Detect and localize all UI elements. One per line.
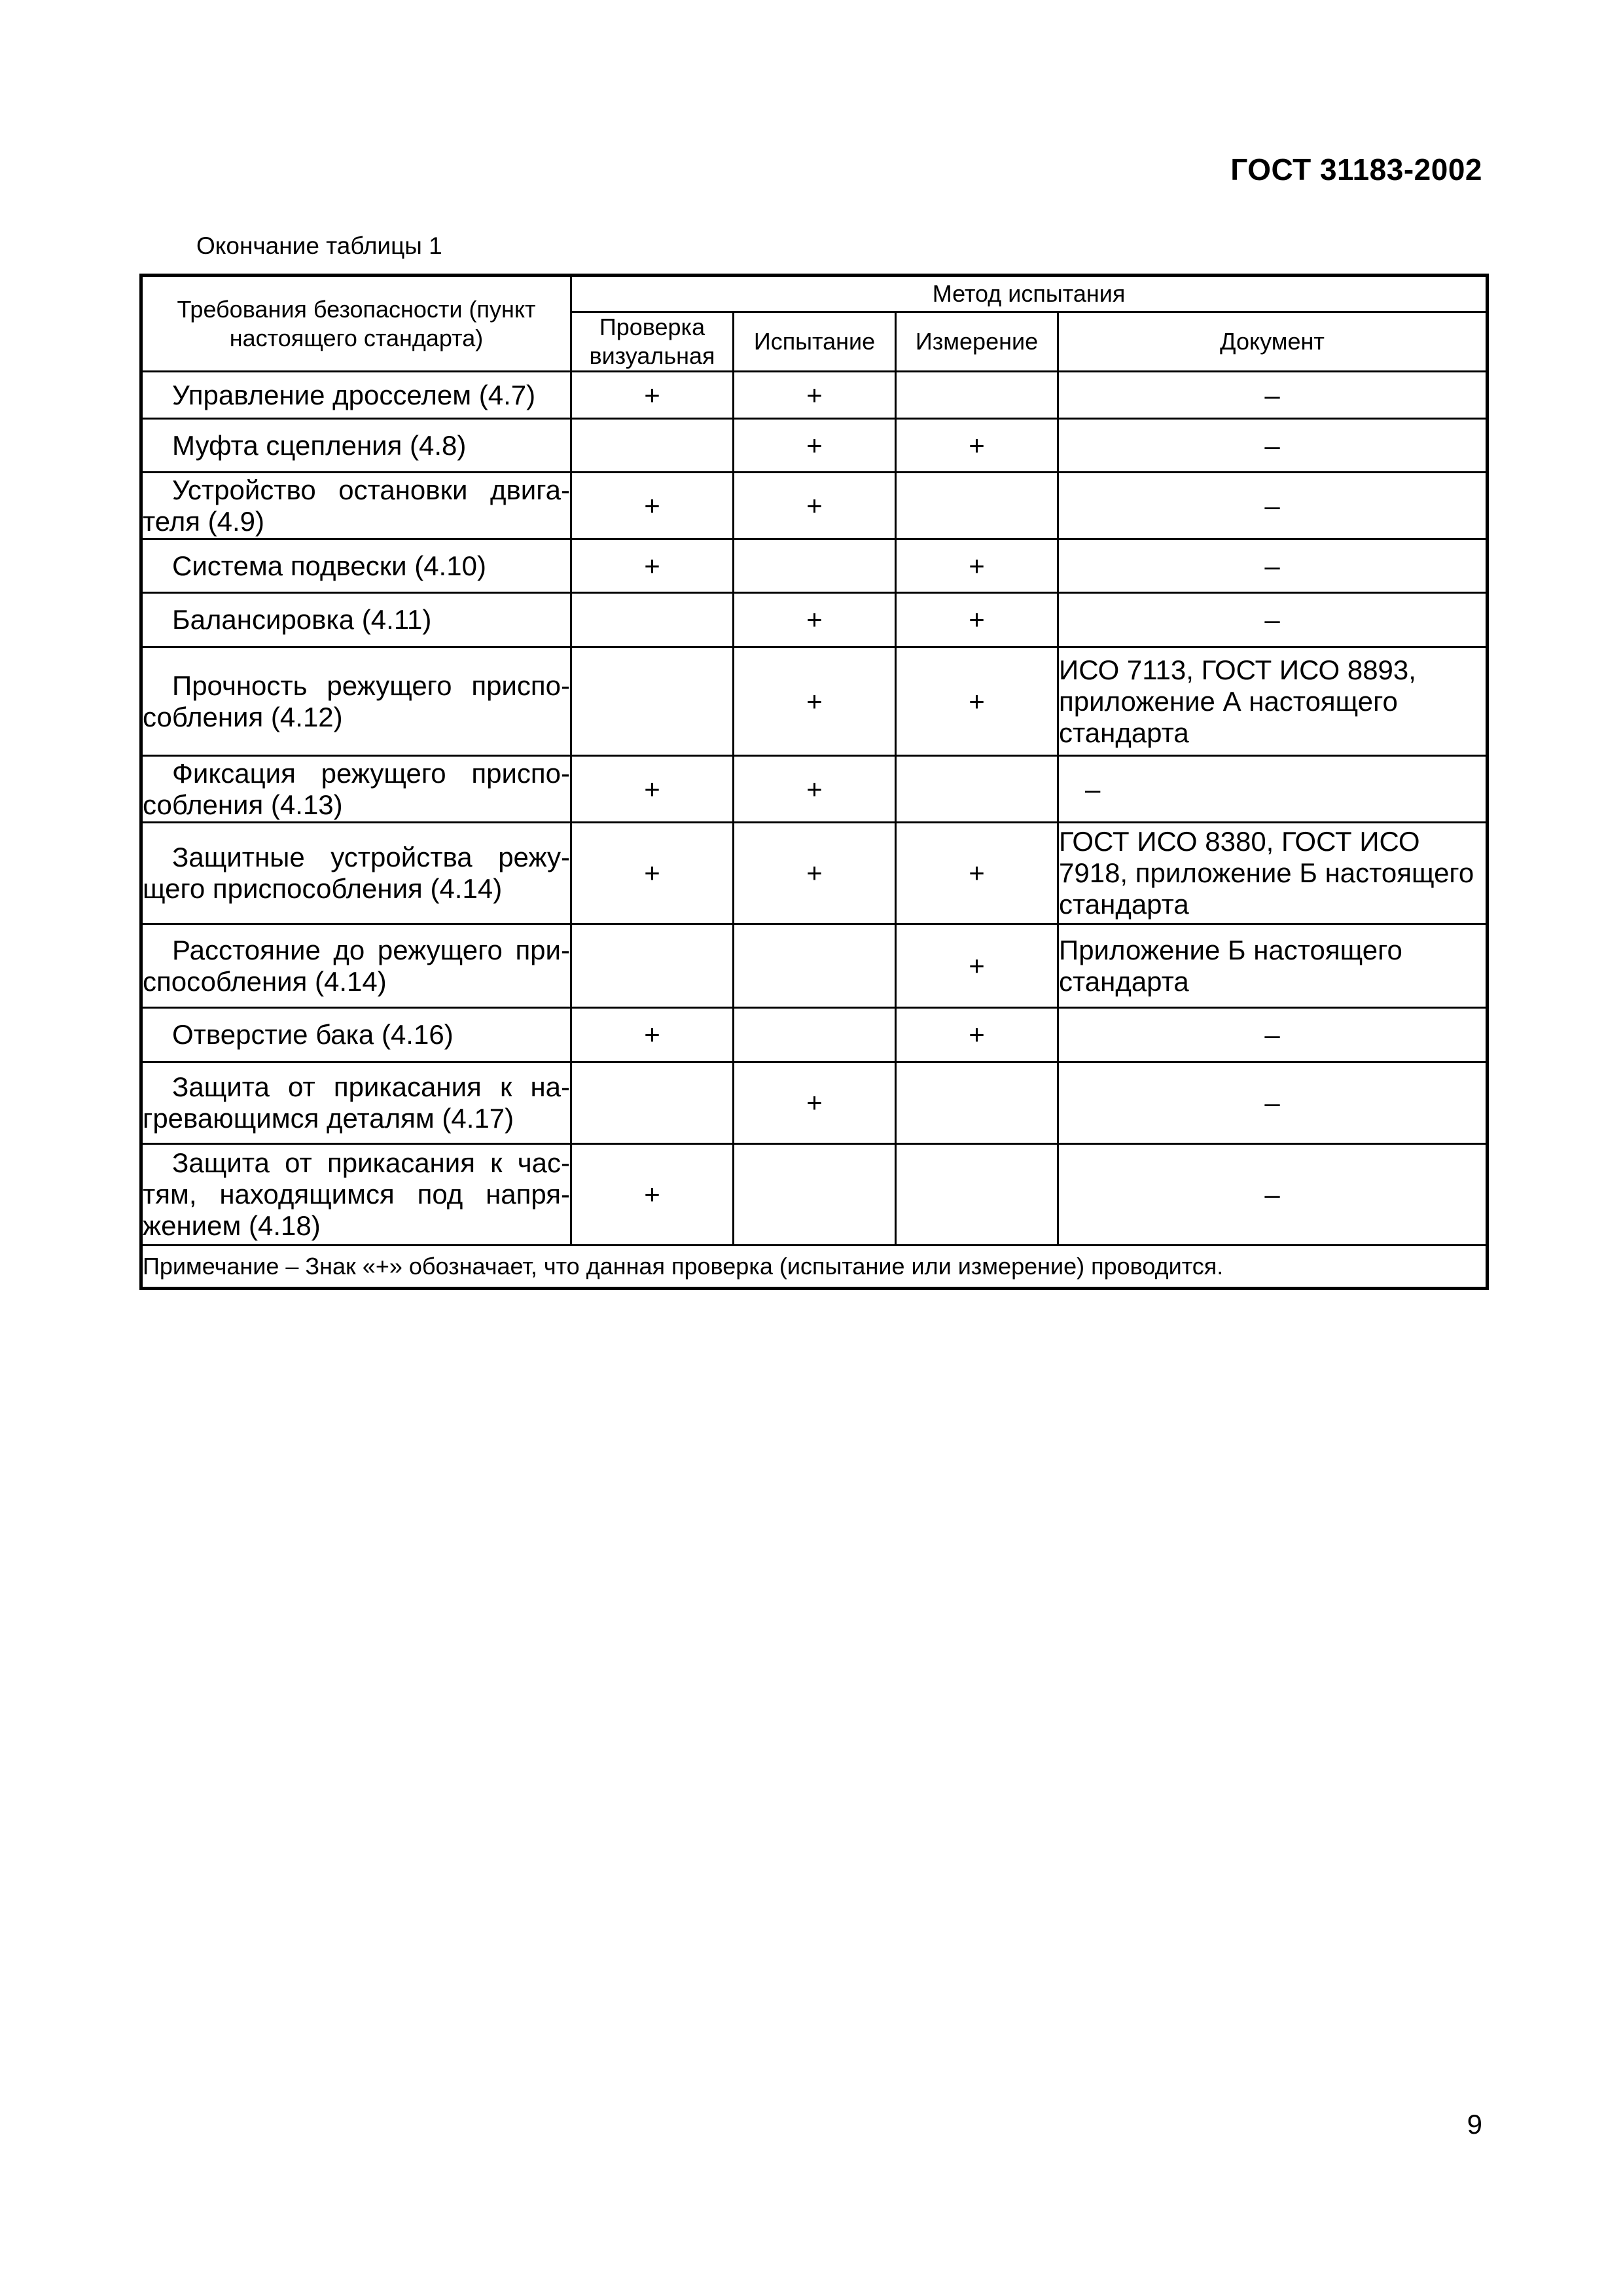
table-row (141, 372, 1488, 419)
test-cell (734, 1144, 896, 1246)
requirement-cell: Управление дросселем (4.7) (141, 372, 571, 419)
requirement-cell: Расстояние до режущего при-способления (4.14) (141, 924, 571, 1008)
visual-check-cell (571, 647, 734, 756)
table-note-row (141, 1246, 1488, 1289)
visual-check-cell: + (571, 756, 734, 823)
document-cell: – (1058, 1062, 1488, 1144)
table-body (141, 372, 1488, 1289)
document-cell: Приложение Б настоящего стандарта (1058, 924, 1488, 1008)
document-cell: – (1058, 539, 1488, 593)
visual-check-cell: + (571, 539, 734, 593)
requirement-cell: Балансировка (4.11) (141, 593, 571, 647)
requirement-cell: Фиксация режущего приспо-собления (4.13) (141, 756, 571, 823)
table-row (141, 1008, 1488, 1062)
document-code: ГОСТ 31183-2002 (1230, 152, 1482, 187)
measurement-cell (896, 756, 1058, 823)
measurement-cell: + (896, 419, 1058, 473)
header-visual-check: Проверка визуальная (571, 312, 734, 372)
visual-check-cell (571, 593, 734, 647)
visual-check-cell: + (571, 473, 734, 539)
table-note: Примечание – Знак «+» обозначает, что данная проверка (испытание или измерение) проводится. (141, 1246, 1488, 1289)
requirement-cell: Отверстие бака (4.16) (141, 1008, 571, 1062)
table-row (141, 473, 1488, 539)
test-cell: + (734, 647, 896, 756)
table-row (141, 593, 1488, 647)
measurement-cell: + (896, 823, 1058, 924)
visual-check-cell: + (571, 1144, 734, 1246)
requirements-table (139, 274, 1489, 1290)
header-measurement: Измерение (896, 312, 1058, 372)
table-row (141, 823, 1488, 924)
table-row (141, 756, 1488, 823)
document-cell: – (1058, 419, 1488, 473)
table-row (141, 924, 1488, 1008)
header-requirements: Требования безопасности (пункт настоящего стандарта) (141, 276, 571, 372)
test-cell: + (734, 419, 896, 473)
requirement-cell: Защита от прикасания к на-гревающимся деталям (4.17) (141, 1062, 571, 1144)
visual-check-cell: + (571, 372, 734, 419)
document-cell: – (1058, 473, 1488, 539)
document-cell: ГОСТ ИСО 8380, ГОСТ ИСО 7918, приложение Б настоящего стандарта (1058, 823, 1488, 924)
visual-check-cell (571, 1062, 734, 1144)
test-cell: + (734, 756, 896, 823)
measurement-cell (896, 473, 1058, 539)
table-row (141, 539, 1488, 593)
header-document: Документ (1058, 312, 1488, 372)
measurement-cell: + (896, 1008, 1058, 1062)
test-cell (734, 539, 896, 593)
document-cell: – (1058, 1008, 1488, 1062)
measurement-cell (896, 1144, 1058, 1246)
requirement-cell: Система подвески (4.10) (141, 539, 571, 593)
document-cell: – (1058, 1144, 1488, 1246)
test-cell: + (734, 1062, 896, 1144)
visual-check-cell: + (571, 1008, 734, 1062)
header-method-group: Метод испытания (571, 276, 1488, 312)
measurement-cell: + (896, 539, 1058, 593)
measurement-cell: + (896, 647, 1058, 756)
requirement-cell: Защитные устройства режу-щего приспособления (4.14) (141, 823, 571, 924)
test-cell: + (734, 823, 896, 924)
test-cell: + (734, 473, 896, 539)
page-number: 9 (1467, 2109, 1482, 2140)
requirement-cell: Устройство остановки двига-теля (4.9) (141, 473, 571, 539)
measurement-cell: + (896, 593, 1058, 647)
measurement-cell (896, 1062, 1058, 1144)
requirement-cell: Муфта сцепления (4.8) (141, 419, 571, 473)
document-cell: – (1058, 756, 1488, 823)
measurement-cell (896, 372, 1058, 419)
visual-check-cell (571, 419, 734, 473)
test-cell: + (734, 372, 896, 419)
document-cell: ИСО 7113, ГОСТ ИСО 8893, приложение А настоящего стандарта (1058, 647, 1488, 756)
visual-check-cell (571, 924, 734, 1008)
requirement-cell: Прочность режущего приспо-собления (4.12) (141, 647, 571, 756)
visual-check-cell: + (571, 823, 734, 924)
document-cell: – (1058, 593, 1488, 647)
header-test: Испытание (734, 312, 896, 372)
document-cell: – (1058, 372, 1488, 419)
measurement-cell: + (896, 924, 1058, 1008)
test-cell: + (734, 593, 896, 647)
table-row (141, 1062, 1488, 1144)
requirement-cell: Защита от прикасания к час-тям, находящимся под напря-жением (4.18) (141, 1144, 571, 1246)
table-row (141, 419, 1488, 473)
table-row (141, 1144, 1488, 1246)
test-cell (734, 924, 896, 1008)
test-cell (734, 1008, 896, 1062)
table-caption: Окончание таблицы 1 (196, 232, 442, 259)
table-row (141, 647, 1488, 756)
